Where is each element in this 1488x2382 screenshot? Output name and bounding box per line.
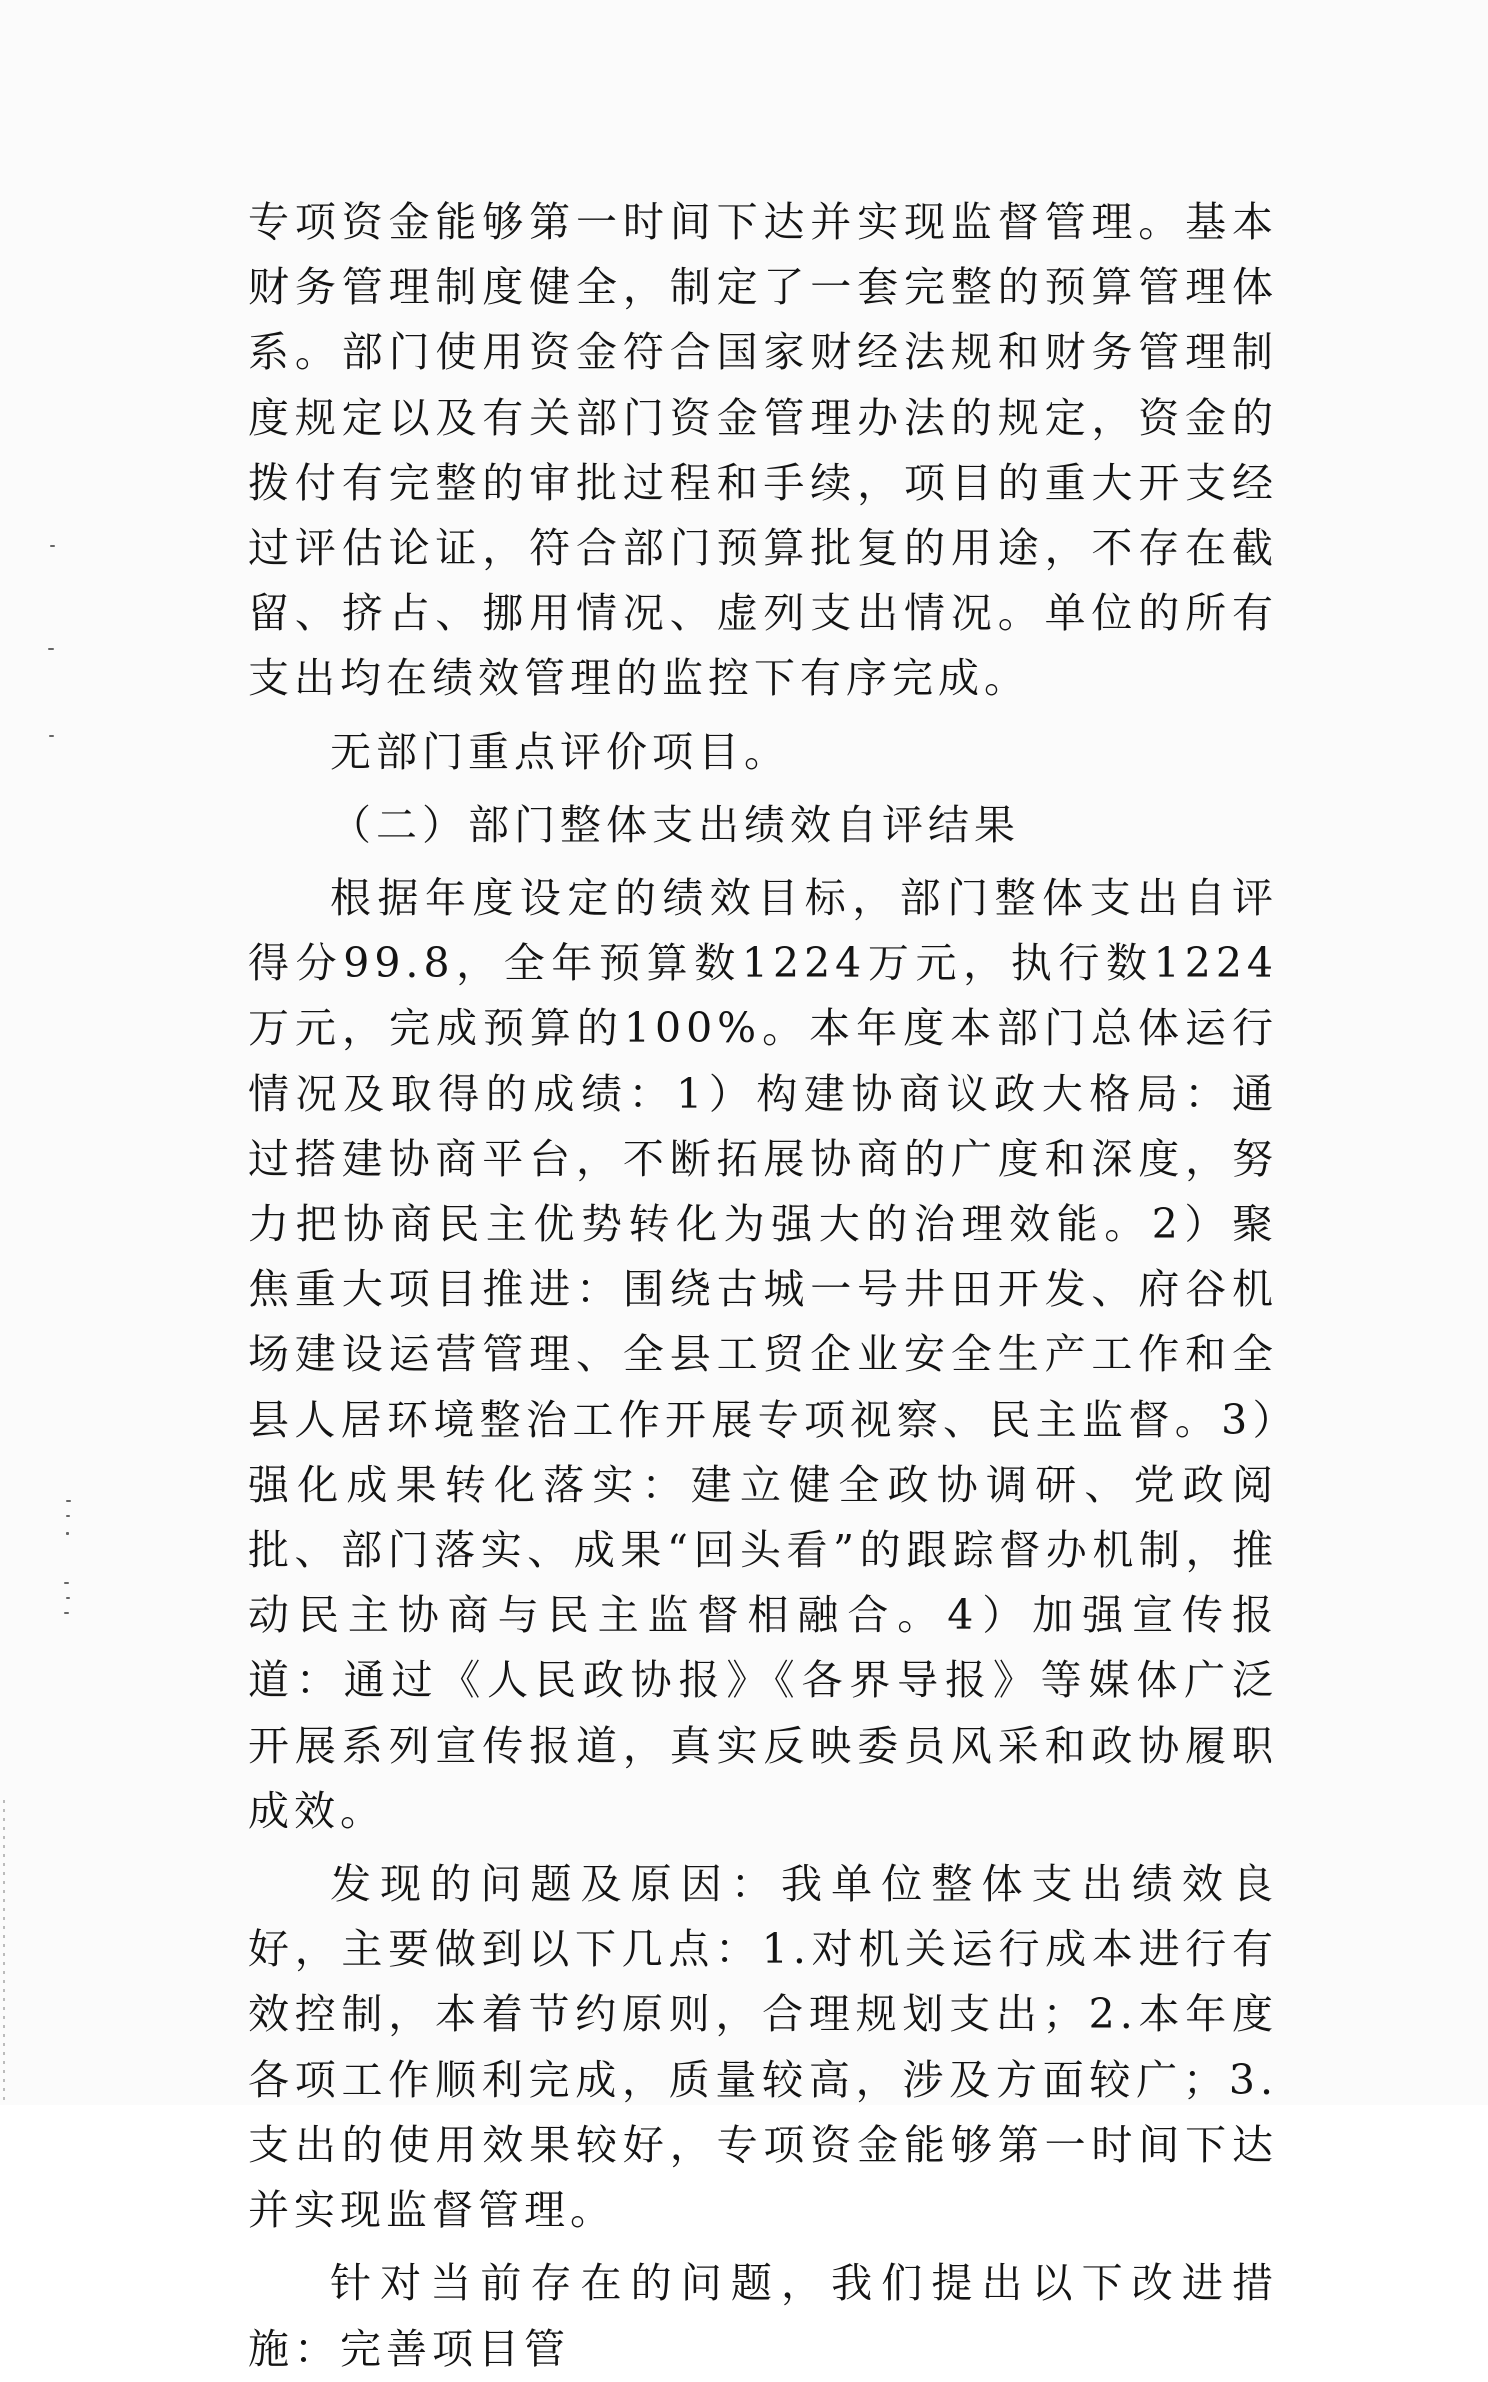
scan-speck xyxy=(64,1612,69,1614)
scan-speck xyxy=(66,1597,70,1599)
paragraph-problems-and-causes: 发现的问题及原因：我单位整体支出绩效良好，主要做到以下几点：1.对机关运行成本进行有效控制，本着节约原则，合理规划支出；2.本年度各项工作顺利完成，质量较高，涉及方面较广；3.支出的使用效果较好，专项资金能够第一时间下达并实现监督管理。 xyxy=(248,1860,1278,2235)
paragraph-improvement-measures: 针对当前存在的问题，我们提出以下改进措施：完善项目管 xyxy=(248,2259,1278,2373)
scan-speck xyxy=(64,1582,69,1584)
scan-speck xyxy=(49,735,54,737)
scan-speck xyxy=(48,648,54,650)
scan-speck xyxy=(50,545,55,547)
paragraph-no-key-project: 无部门重点评价项目。 xyxy=(330,727,790,776)
scan-speck xyxy=(66,1532,69,1535)
paragraph-continued: 专项资金能够第一时间下达并实现监督管理。基本财务管理制度健全，制定了一套完整的预算管理体系。部门使用资金符合国家财经法规和财务管理制度规定以及有关部门资金管理办法的规定，资金的拨付有完整的审批过程和手续，项目的重大开支经过评估论证，符合部门预算批复的用途，不存在截留、挤占、挪用情况、虚列支出情况。单位的所有支出均在绩效管理的监控下有序完成。 xyxy=(248,198,1278,703)
scan-speck xyxy=(66,1515,70,1517)
scan-edge-line xyxy=(3,1800,5,2100)
section-heading: （二）部门整体支出绩效自评结果 xyxy=(330,800,1020,849)
scan-speck xyxy=(66,1500,71,1502)
paragraph-self-evaluation-results: 根据年度设定的绩效目标，部门整体支出自评得分99.8，全年预算数1224万元，执行数1224万元，完成预算的100%。本年度本部门总体运行情况及取得的成绩：1）构建协商议政大格局：通过搭建协商平台，不断拓展协商的广度和深度，努力把协商民主优势转化为强大的治理效能。2）聚焦重大项目推进：围绕古城一号井田开发、府谷机场建设运营管理、全县工贸企业安全生产工作和全县人居环境整治工作开展专项视察、民主监督。3）强化成果转化落实：建立健全政协调研、党政阅批、部门落实、成果“回头看”的跟踪督办机制，推动民主协商与民主监督相融合。4）加强宣传报道：通过《人民政协报》《各界导报》等媒体广泛开展系列宣传报道，真实反映委员风采和政协履职成效。 xyxy=(248,874,1278,1835)
document-body xyxy=(248,190,1278,2382)
